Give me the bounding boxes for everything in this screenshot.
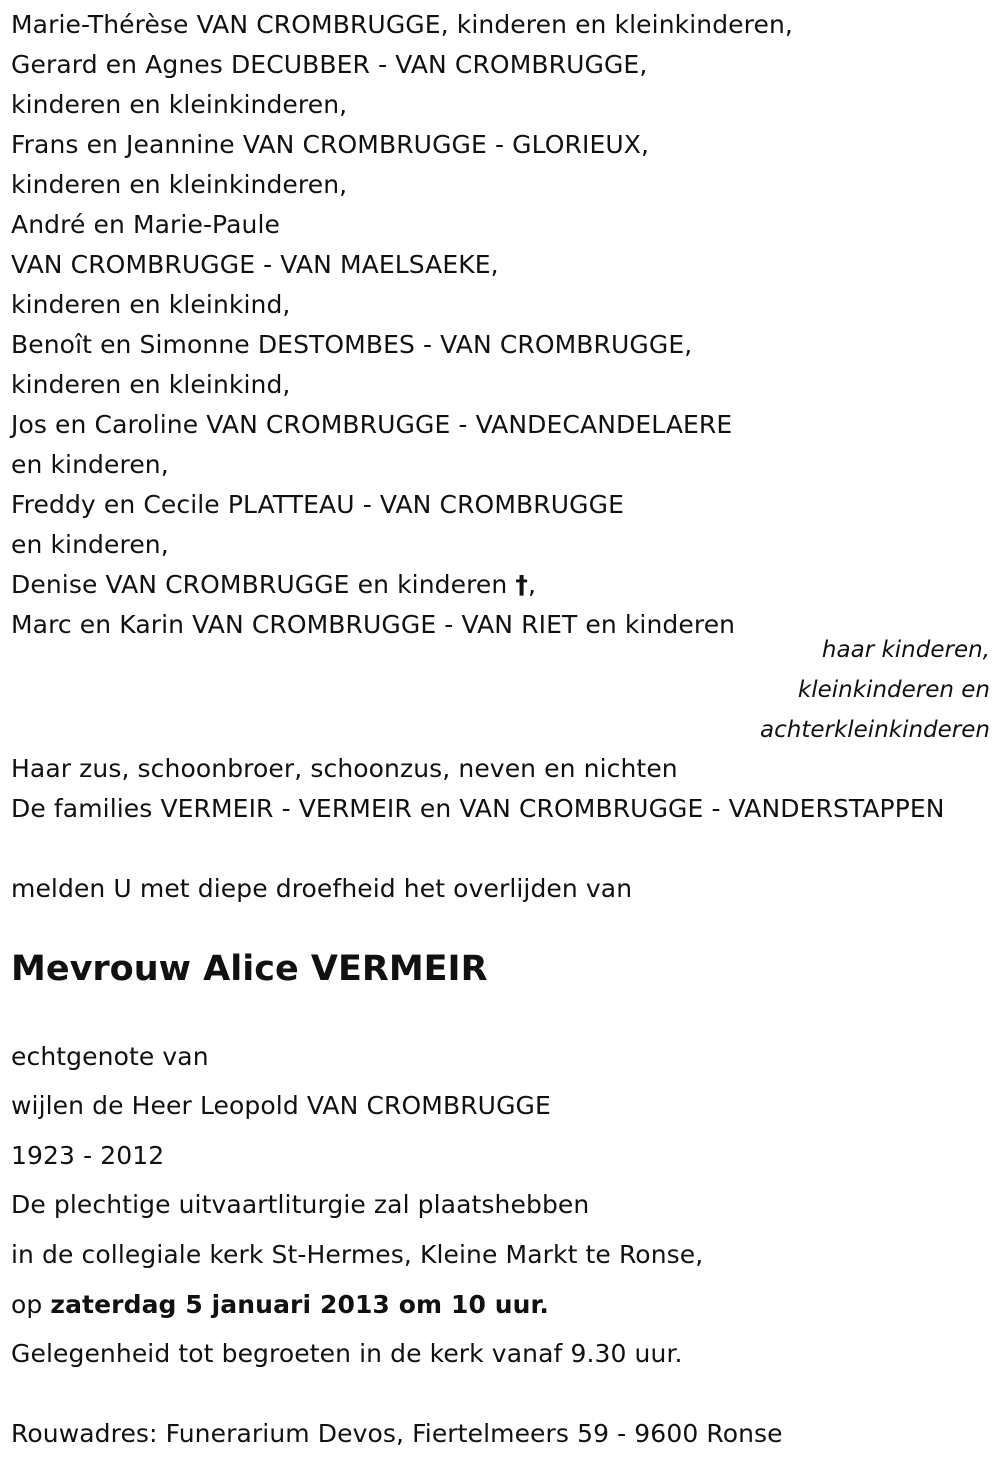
spouse-intro: echtgenote van <box>11 1042 209 1071</box>
family-line: en kinderen, <box>11 530 169 559</box>
family-line: kinderen en kleinkind, <box>11 290 291 319</box>
family-line-denise <box>11 570 536 600</box>
mourning-address: Rouwadres: Funerarium Devos, Fiertelmeers 59 - 9600 Ronse <box>11 1419 783 1448</box>
family-line: Gerard en Agnes DECUBBER - VAN CROMBRUGGE, <box>11 50 648 79</box>
visitation-line: Gelegenheid tot begroeten in de kerk vanaf 9.30 uur. <box>11 1339 683 1368</box>
family-line: André en Marie-Paule <box>11 210 281 239</box>
denise-comma: , <box>528 570 537 599</box>
denise-text: Denise VAN CROMBRUGGE en kinderen <box>11 570 516 599</box>
life-years: 1923 - 2012 <box>11 1141 165 1170</box>
relatives-line: Haar zus, schoonbroer, schoonzus, neven en nichten <box>11 754 678 783</box>
funeral-date: zaterdag 5 januari 2013 om 10 uur. <box>50 1290 550 1319</box>
date-line <box>11 1290 549 1320</box>
descendants-line: haar kinderen, <box>821 637 990 663</box>
deceased-name: Mevrouw Alice VERMEIR <box>11 949 488 989</box>
family-line: VAN CROMBRUGGE - VAN MAELSAEKE, <box>11 250 499 279</box>
spouse-name: wijlen de Heer Leopold VAN CROMBRUGGE <box>11 1091 551 1120</box>
family-line: kinderen en kleinkinderen, <box>11 170 348 199</box>
family-line: kinderen en kleinkind, <box>11 370 291 399</box>
location-line: in de collegiale kerk St-Hermes, Kleine Markt te Ronse, <box>11 1240 704 1269</box>
family-line: Marie-Thérèse VAN CROMBRUGGE, kinderen en kleinkinderen, <box>11 10 793 39</box>
cross-icon: † <box>515 570 529 599</box>
family-line: Frans en Jeannine VAN CROMBRUGGE - GLORIEUX, <box>11 130 650 159</box>
family-line: Freddy en Cecile PLATTEAU - VAN CROMBRUGGE <box>11 490 624 519</box>
descendants-line: achterkleinkinderen <box>760 717 990 743</box>
liturgy-line: De plechtige uitvaartliturgie zal plaatshebben <box>11 1190 590 1219</box>
family-line: Jos en Caroline VAN CROMBRUGGE - VANDECANDELAERE <box>11 410 733 439</box>
relatives-line: De families VERMEIR - VERMEIR en VAN CROMBRUGGE - VANDERSTAPPEN <box>11 794 945 823</box>
descendants-line: kleinkinderen en <box>797 677 990 703</box>
announcement: melden U met diepe droefheid het overlijden van <box>11 874 633 903</box>
family-line: kinderen en kleinkinderen, <box>11 90 348 119</box>
family-line-marc: Marc en Karin VAN CROMBRUGGE - VAN RIET en kinderen <box>11 610 736 639</box>
family-line: Benoît en Simonne DESTOMBES - VAN CROMBRUGGE, <box>11 330 693 359</box>
date-prefix: op <box>11 1290 51 1319</box>
family-line: en kinderen, <box>11 450 169 479</box>
